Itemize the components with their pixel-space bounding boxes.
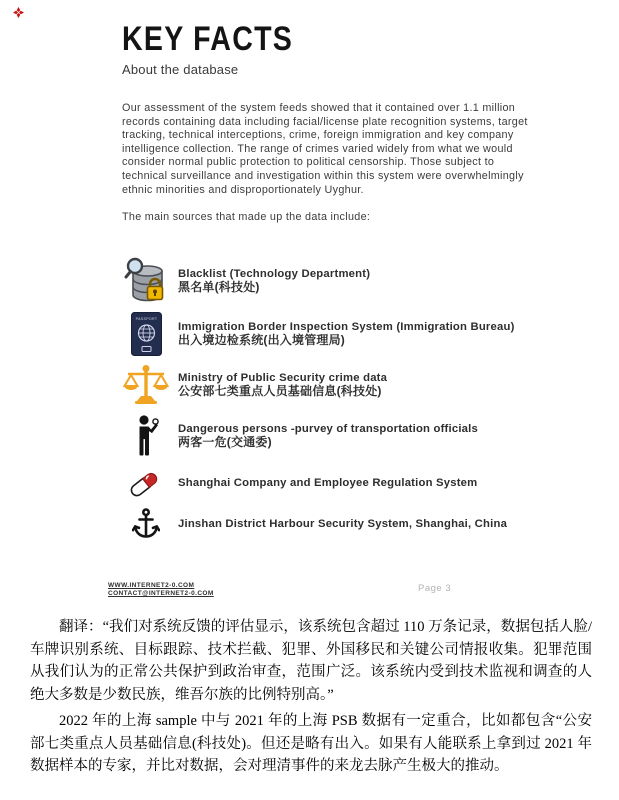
svg-text:PASSPORT: PASSPORT xyxy=(135,317,157,322)
list-item-public-security xyxy=(122,361,530,409)
list-item-immigration xyxy=(122,307,530,361)
list-item-blacklist xyxy=(122,254,530,307)
assessment-paragraph: Our assessment of the system feeds showed that it contained over 1.1 million records containing data including facial/license plate recognition systems, target tracking, technical interceptions, crime, foreign immigration and key company intelligence collection. The range of crimes varied widely from what we would consider normal public protection to political censorship. Those subject to technical surveillance and investigation within this system were overwhelmingly ethnic minorities and disproportionately Uyghur. xyxy=(122,102,528,196)
source-label-en: Jinshan District Harbour Security System, Shanghai, China xyxy=(178,517,508,530)
report-page xyxy=(122,20,530,545)
page-title: KEY FACTS xyxy=(122,20,294,58)
translation-paragraph-1: 翻译：“我们对系统反馈的评估显示，该系统包含超过 110 万条记录，数据包括人脸/车牌识别系统、目标跟踪、技术拦截、犯罪、外国移民和关键公司情报收集。犯罪范围从我们认为的正常公共保护到政治审查，范围广泛。该系统内受到技术监视和调查的人绝大多数是少数民族，维吾尔族的比例特别高。” xyxy=(30,619,592,703)
contact-email-link[interactable]: CONTACT@INTERNET2-0.COM xyxy=(108,590,214,597)
source-label-zh: 黑名单(科技处) xyxy=(178,279,260,294)
list-item-company-regulation xyxy=(122,463,530,503)
page-subtitle: About the database xyxy=(122,62,239,77)
page-number: Page 3 xyxy=(418,583,452,594)
source-label-en: Ministry of Public Security crime data xyxy=(178,372,388,385)
source-label-zh: 公安部七类重点人员基础信息(科技处) xyxy=(178,384,382,399)
source-label-en: Blacklist (Technology Department) xyxy=(178,267,371,280)
translation-paragraph-2: 2022 年的上海 sample 中与 2021 年的上海 PSB 数据有一定重合，比如都包含“公安部七类重点人员基础信息(科技处)。但还是略有出入。如果有人能联系上拿到过 2021 年数据样本的专家，并比对数据，会对理清事件的来龙去脉产生极大的推动。 xyxy=(30,713,592,774)
corner-red-mark-icon xyxy=(13,5,24,16)
source-label-en: Immigration Border Inspection System (Immigration Bureau) xyxy=(178,321,515,334)
list-item-dangerous-persons xyxy=(122,409,530,463)
person-icon xyxy=(122,415,170,457)
source-label-zh: 出入境边检系统(出入境管理局) xyxy=(178,333,345,348)
database-search-lock-icon xyxy=(122,257,170,305)
passport-icon xyxy=(122,312,170,356)
source-label-zh: 两客一危(交通委) xyxy=(178,435,272,450)
chinese-translation-block xyxy=(30,616,592,778)
pill-icon xyxy=(122,468,170,498)
list-item-harbour-security xyxy=(122,503,530,545)
website-link[interactable]: WWW.INTERNET2-0.COM xyxy=(108,582,195,589)
footer-links xyxy=(108,582,214,598)
scales-icon xyxy=(122,365,170,405)
anchor-icon xyxy=(122,508,170,540)
source-label-en: Shanghai Company and Employee Regulation System xyxy=(178,476,478,489)
sources-intro-line: The main sources that made up the data include: xyxy=(122,211,371,224)
source-label-en: Dangerous persons -purvey of transportation officials xyxy=(178,423,478,436)
data-sources-list xyxy=(122,254,530,545)
